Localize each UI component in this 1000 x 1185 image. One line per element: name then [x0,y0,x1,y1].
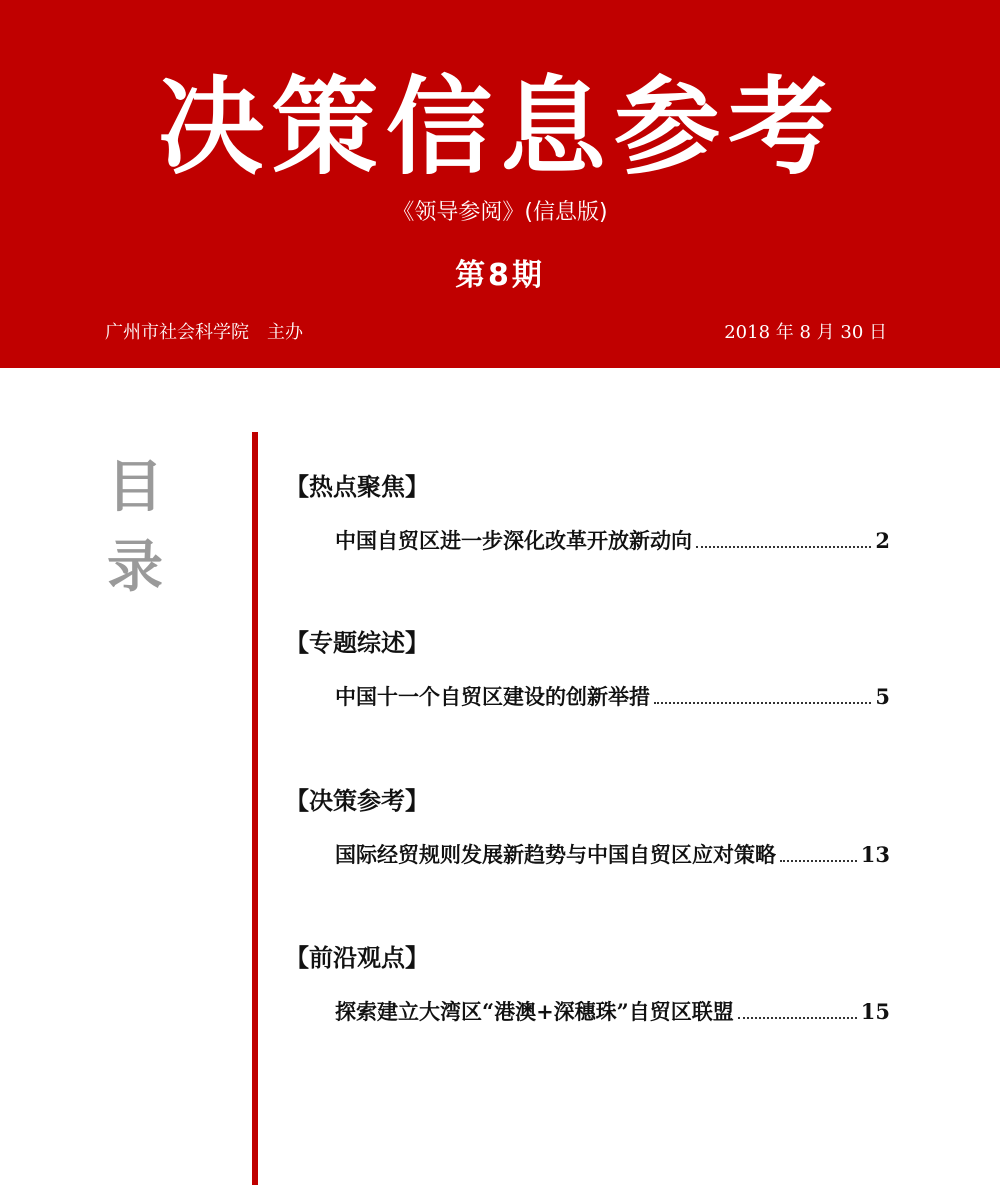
toc-entry-title: 中国自贸区进一步深化改革开放新动向 [335,528,692,553]
publication-date: 2018 年 8 月 30 日 [724,322,887,343]
section-heading: 【决策参考】 [285,787,429,815]
publication-subtitle: 《领导参阅》(信息版) [392,200,608,225]
toc-label [100,448,170,608]
toc-section-special-review [285,626,905,712]
dot-leader [780,859,857,862]
toc-entry[interactable] [335,840,890,870]
toc-entry[interactable] [335,526,890,556]
sponsor-text: 广州市社会科学院 主办 [105,322,303,343]
toc-entry-title: 中国十一个自贸区建设的创新举措 [335,684,650,709]
toc-section-decision-reference [285,784,905,870]
publication-title: 决策信息参考 [158,64,842,189]
toc-entry-page: 15 [860,999,890,1024]
toc-entry-page: 2 [875,528,890,553]
toc-entry-page: 5 [875,684,890,709]
toc-label-char: 录 [107,535,163,600]
toc-label-char: 目 [107,455,163,520]
toc-entry[interactable] [335,682,890,712]
toc-section-frontier-views [285,941,905,1027]
toc-entry[interactable] [335,997,890,1027]
section-heading: 【专题综述】 [285,629,429,657]
toc-divider [252,432,258,1185]
toc-entry-title: 探索建立大湾区“港澳+深穗珠”自贸区联盟 [335,999,734,1024]
section-heading: 【前沿观点】 [285,944,429,972]
cover-header [0,0,1000,368]
toc-entry-page: 13 [860,842,890,867]
dot-leader [738,1016,857,1019]
issue-number: 第8期 [455,258,545,293]
section-heading: 【热点聚焦】 [285,473,429,501]
dot-leader [654,701,871,704]
dot-leader [696,545,871,548]
toc-entry-title: 国际经贸规则发展新趋势与中国自贸区应对策略 [335,842,776,867]
toc-section-hot-topics [285,470,905,556]
